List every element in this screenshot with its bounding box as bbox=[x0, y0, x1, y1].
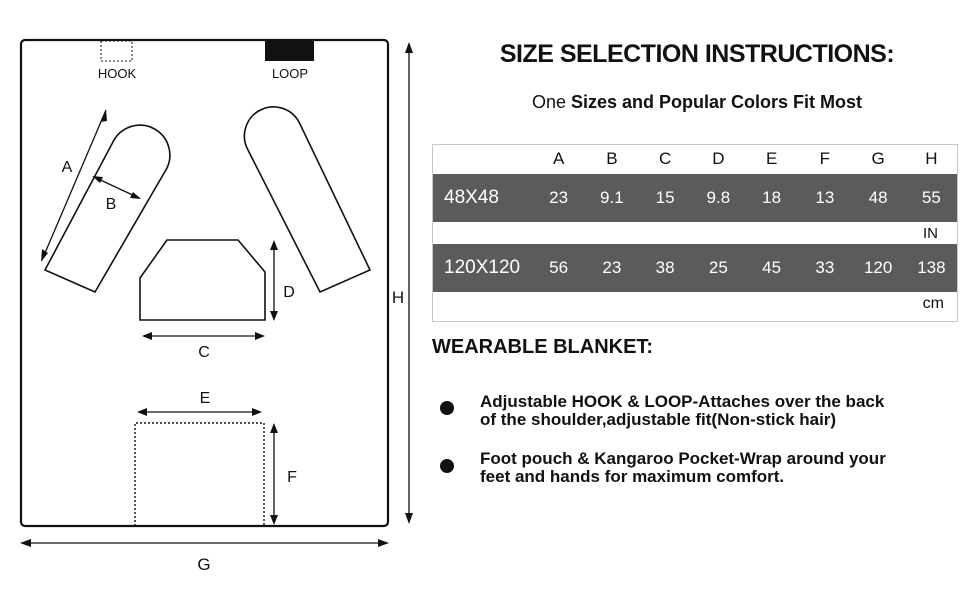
feature-line: Adjustable HOOK & LOOP-Attaches over the back bbox=[480, 392, 885, 411]
dimension-h-arrow bbox=[405, 42, 413, 524]
table-cell: 55 bbox=[905, 174, 958, 222]
feature-line: feet and hands for maximum comfort. bbox=[480, 467, 785, 486]
feature-item bbox=[480, 393, 920, 429]
dim-g-label: G bbox=[197, 555, 211, 574]
instructions-title: SIZE SELECTION INSTRUCTIONS: bbox=[499, 40, 895, 68]
loop-label: LOOP bbox=[271, 66, 309, 81]
subtitle-lead: One bbox=[531, 92, 566, 112]
right-sleeve bbox=[244, 107, 370, 292]
dim-c-label: C bbox=[198, 344, 210, 361]
row-label: 120X120 bbox=[432, 244, 532, 292]
col-header: B bbox=[585, 144, 638, 174]
bullet-dot bbox=[440, 459, 454, 473]
unit-label: cm bbox=[432, 292, 958, 316]
table-cell: 138 bbox=[905, 244, 958, 292]
size-table-header bbox=[432, 144, 958, 174]
table-cell: 9.1 bbox=[585, 174, 638, 222]
foot-pouch bbox=[135, 423, 264, 526]
dimension-e-arrow bbox=[137, 408, 262, 416]
table-cell: 120 bbox=[852, 244, 905, 292]
table-cell: 56 bbox=[532, 244, 585, 292]
hook-label: HOOK bbox=[97, 66, 137, 81]
loop-patch bbox=[265, 41, 314, 61]
table-cell: 38 bbox=[639, 244, 692, 292]
col-header: F bbox=[798, 144, 851, 174]
table-cell: 9.8 bbox=[692, 174, 745, 222]
col-header: E bbox=[745, 144, 798, 174]
dimension-g-arrow bbox=[20, 539, 389, 547]
col-header: C bbox=[639, 144, 692, 174]
hook-patch bbox=[101, 41, 132, 61]
table-cell: 45 bbox=[745, 244, 798, 292]
header-blank bbox=[432, 144, 532, 174]
dimension-d-arrow bbox=[270, 240, 278, 321]
dim-d-label: D bbox=[283, 284, 295, 301]
table-row bbox=[432, 244, 958, 292]
table-cell: 33 bbox=[798, 244, 851, 292]
dimension-f-arrow bbox=[270, 423, 278, 525]
feature-line: of the shoulder,adjustable fit(Non-stick hair) bbox=[480, 410, 837, 429]
feature-line: Foot pouch & Kangaroo Pocket-Wrap around your bbox=[480, 449, 886, 468]
hood-piece bbox=[140, 240, 265, 320]
dim-f-label: F bbox=[287, 469, 297, 486]
unit-row bbox=[432, 222, 958, 244]
table-cell: 18 bbox=[745, 174, 798, 222]
table-row bbox=[432, 174, 958, 222]
table-cell: 15 bbox=[639, 174, 692, 222]
unit-row bbox=[432, 292, 958, 316]
wearable-blanket-title: WEARABLE BLANKET: bbox=[432, 336, 654, 358]
instructions-subtitle bbox=[432, 92, 962, 113]
dim-h-label: H bbox=[391, 288, 405, 307]
dimension-b-arrow bbox=[92, 176, 141, 199]
col-header: A bbox=[532, 144, 585, 174]
dim-b-label: B bbox=[105, 196, 117, 213]
table-cell: 13 bbox=[798, 174, 851, 222]
col-header: D bbox=[692, 144, 745, 174]
dim-a-label: A bbox=[61, 159, 73, 176]
table-cell: 23 bbox=[532, 174, 585, 222]
row-label: 48X48 bbox=[432, 174, 532, 222]
col-header: H bbox=[905, 144, 958, 174]
dim-e-label: E bbox=[199, 390, 211, 407]
table-cell: 48 bbox=[852, 174, 905, 222]
table-cell: 25 bbox=[692, 244, 745, 292]
feature-item bbox=[480, 450, 920, 486]
dimension-c-arrow bbox=[142, 332, 265, 340]
blanket-diagram bbox=[0, 0, 430, 600]
dimension-a-arrow bbox=[41, 110, 107, 262]
table-cell: 23 bbox=[585, 244, 638, 292]
unit-label: IN bbox=[432, 222, 958, 244]
bullet-dot bbox=[440, 401, 454, 415]
col-header: G bbox=[852, 144, 905, 174]
subtitle-rest: Sizes and Popular Colors Fit Most bbox=[571, 92, 863, 112]
size-table bbox=[432, 144, 958, 316]
